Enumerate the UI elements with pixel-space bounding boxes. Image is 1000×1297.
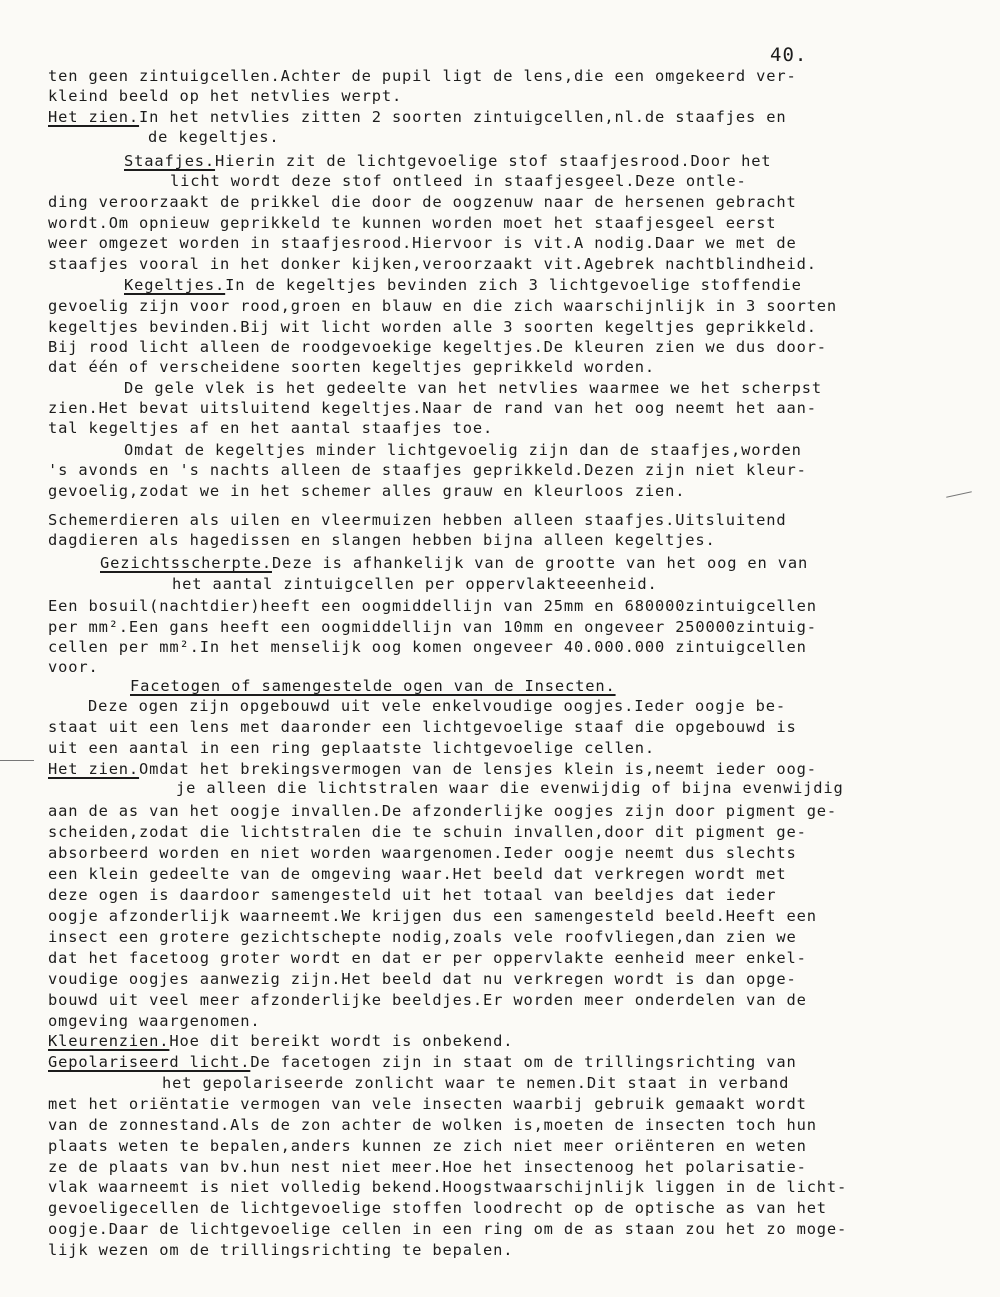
- section-heading: Staafjes.: [124, 152, 216, 170]
- text-line: deze ogen is daardoor samengesteld uit het totaal van beeldjes dat ieder: [48, 886, 777, 904]
- text-line: cellen per mm².In het menselijk oog komen ongeveer 40.000.000 zintuigcellen: [48, 638, 807, 656]
- text-line: gevoelig zijn voor rood,groen en blauw en die zich waarschijnlijk in 3 soorten: [48, 297, 838, 315]
- section-heading: Kegeltjes.: [124, 276, 226, 294]
- text-line: De gele vlek is het gedeelte van het netvlies waarmee we het scherpst: [124, 379, 822, 397]
- text-line: Deze ogen zijn opgebouwd uit vele enkelvoudige oogjes.Ieder oogje be-: [88, 697, 786, 715]
- text-line: Een bosuil(nachtdier)heeft een oogmiddellijn van 25mm en 680000zintuigcellen: [48, 597, 817, 615]
- text-line: bouwd uit veel meer afzonderlijke beeldjes.Er worden meer onderdelen van de: [48, 991, 807, 1009]
- text-line: gevoelig,zodat we in het schemer alles grauw en kleurloos zien.: [48, 482, 686, 500]
- text-line: kleind beeld op het netvlies werpt.: [48, 87, 403, 105]
- text-line: lijk wezen om de trillingsrichting te bepalen.: [48, 1241, 514, 1259]
- text-line: dat één of verscheidene soorten kegeltjes geprikkeld worden.: [48, 358, 655, 376]
- text-line: kegeltjes bevinden.Bij wit licht worden alle 3 soorten kegeltjes geprikkeld.: [48, 318, 817, 336]
- text-line: uit een aantal in een ring geplaatste lichtgevoelige cellen.: [48, 739, 655, 757]
- text-line: ten geen zintuigcellen.Achter de pupil ligt de lens,die een omgekeerd ver-: [48, 67, 797, 85]
- text-line: [130, 676, 616, 696]
- section-heading: Gezichtsscherpte.: [100, 554, 272, 572]
- text-line: Bij rood licht alleen de roodgevoekige kegeltjes.De kleuren zien we dus door-: [48, 338, 827, 356]
- margin-mark: [0, 760, 34, 761]
- text-line: tal kegeltjes af en het aantal staafjes toe.: [48, 419, 494, 437]
- text-line: voudige oogjes aanwezig zijn.Het beeld dat nu verkregen wordt is dan opge-: [48, 970, 797, 988]
- text-line: ding veroorzaakt de prikkel die door de oogzenuw naar de hersenen gebracht: [48, 193, 797, 211]
- text-line: plaats weten te bepalen,anders kunnen ze zich niet meer oriënteren en weten: [48, 1137, 807, 1155]
- text-line: vlak waarneemt is niet volledig bekend.Hoogstwaarschijnlijk liggen in de licht-: [48, 1178, 848, 1196]
- text-line: zien.Het bevat uitsluitend kegeltjes.Naar de rand van het oog neemt het aan-: [48, 399, 817, 417]
- text-line: de kegeltjes.: [148, 128, 280, 146]
- text-line: 's avonds en 's nachts alleen de staafjes geprikkeld.Dezen zijn niet kleur-: [48, 461, 807, 479]
- section-heading: Kleurenzien.: [48, 1032, 170, 1050]
- text-line: licht wordt deze stof ontleed in staafjesgeel.Deze ontle-: [170, 172, 747, 190]
- text-line: Omdat de kegeltjes minder lichtgevoelig zijn dan de staafjes,worden: [124, 441, 802, 459]
- text-line: dagdieren als hagedissen en slangen hebben bijna alleen kegeltjes.: [48, 531, 716, 549]
- section-heading: Het zien.: [48, 108, 140, 126]
- text-line: ze de plaats van bv.hun nest niet meer.Hoe het insectenoog het polarisatie-: [48, 1158, 807, 1176]
- text-line: Staafjes.Hierin zit de lichtgevoelige stof staafjesrood.Door het: [124, 152, 772, 170]
- text-line: oogje.Daar de lichtgevoelige cellen in een ring om de as staan zou het zo moge-: [48, 1220, 848, 1238]
- text-line: van de zonnestand.Als de zon achter de wolken is,moeten de insecten toch hun: [48, 1116, 817, 1134]
- text-line: weer omgezet worden in staafjesrood.Hiervoor is vit.A nodig.Daar we met de: [48, 234, 797, 252]
- text-line: een klein gedeelte van de omgeving waar.Het beeld dat verkregen wordt met: [48, 865, 787, 883]
- text-line: Gepolariseerd licht.De facetogen zijn in staat om de trillingsrichting van: [48, 1053, 797, 1071]
- text-line: oogje afzonderlijk waarneemt.We krijgen dus een samengesteld beeld.Heeft een: [48, 907, 817, 925]
- section-heading: Het zien.: [48, 760, 140, 778]
- text-line: Kegeltjes.In de kegeltjes bevinden zich 3 lichtgevoelige stoffendie: [124, 276, 802, 294]
- text-line: Kleurenzien.Hoe dit bereikt wordt is onbekend.: [48, 1032, 514, 1050]
- text-line: het gepolariseerde zonlicht waar te nemen.Dit staat in verband: [162, 1074, 790, 1092]
- text-line: Het zien.Omdat het brekingsvermogen van de lensjes klein is,neemt ieder oog-: [48, 760, 817, 778]
- text-line: je alleen die lichtstralen waar die evenwijdig of bijna evenwijdig: [176, 779, 844, 797]
- text-line: gevoeligecellen de lichtgevoelige stoffen loodrecht op de optische as van het: [48, 1199, 827, 1217]
- text-line: aan de as van het oogje invallen.De afzonderlijke oogjes zijn door pigment ge-: [48, 802, 838, 820]
- text-line: omgeving waargenomen.: [48, 1012, 261, 1030]
- text-line: Het zien.In het netvlies zitten 2 soorten zintuigcellen,nl.de staafjes en: [48, 108, 787, 126]
- text-line: voor.: [48, 658, 99, 676]
- text-line: wordt.Om opnieuw geprikkeld te kunnen worden moet het staafjesgeel eerst: [48, 214, 777, 232]
- text-line: met het oriëntatie vermogen van vele insecten waarbij gebruik gemaakt wordt: [48, 1095, 807, 1113]
- text-line: staat uit een lens met daaronder een lichtgevoelige staaf die opgebouwd is: [48, 718, 797, 736]
- text-line: absorbeerd worden en niet worden waargenomen.Ieder oogje neemt dus slechts: [48, 844, 797, 862]
- page-number: 40.: [770, 44, 808, 66]
- text-line: dat het facetoog groter wordt en dat er per oppervlakte eenheid meer enkel-: [48, 949, 807, 967]
- margin-mark: [946, 491, 972, 497]
- text-line: Gezichtsscherpte.Deze is afhankelijk van de grootte van het oog en van: [100, 554, 809, 572]
- text-line: scheiden,zodat die lichtstralen die te schuin invallen,door dit pigment ge-: [48, 823, 807, 841]
- text-line: staafjes vooral in het donker kijken,veroorzaakt vit.Agebrek nachtblindheid.: [48, 255, 817, 273]
- text-line: per mm².Een gans heeft een oogmiddellijn van 10mm en ongeveer 250000zintuig-: [48, 618, 817, 636]
- section-heading: Gepolariseerd licht.: [48, 1053, 251, 1071]
- text-line: Schemerdieren als uilen en vleermuizen hebben alleen staafjes.Uitsluitend: [48, 511, 787, 529]
- section-heading: Facetogen of samengestelde ogen van de Insecten.: [130, 677, 616, 695]
- text-line: insect een grotere gezichtschepte nodig,zoals vele roofvliegen,dan zien we: [48, 928, 797, 946]
- text-line: het aantal zintuigcellen per oppervlakteeenheid.: [172, 575, 658, 593]
